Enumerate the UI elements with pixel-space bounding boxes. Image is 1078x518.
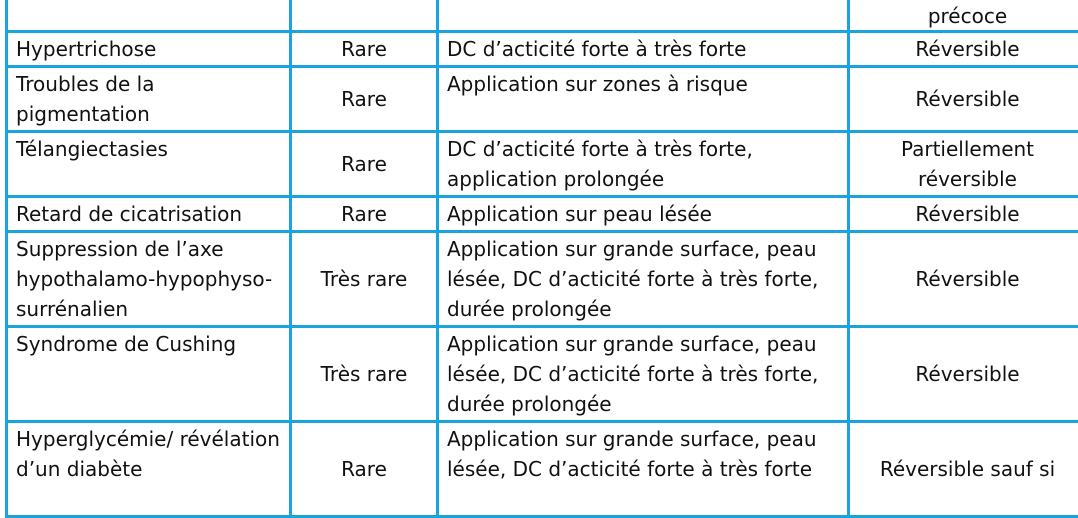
table-row [7,232,1078,327]
table-row [7,132,1078,197]
frequency-cell: Très rare [291,232,438,327]
factors-cell: DC d’acticité forte à très forte, application prolongée [438,132,849,197]
frequency-cell: Rare [291,422,438,517]
factors-cell: Application sur peau lésée [438,197,849,232]
evolution-cell: Réversible [849,327,1078,422]
frequency-cell [291,0,438,32]
factors-cell: Application sur zones à risque [438,67,849,132]
frequency-cell: Rare [291,132,438,197]
table-row [7,0,1078,32]
evolution-cell: Réversible sauf si [849,422,1078,517]
frequency-cell: Rare [291,32,438,67]
table-row [7,422,1078,517]
evolution-cell: Réversible [849,197,1078,232]
evolution-cell: Partiellement réversible [849,132,1078,197]
frequency-cell: Très rare [291,327,438,422]
effect-cell: Retard de cicatrisation [7,197,291,232]
evolution-cell: précoce [849,0,1078,32]
evolution-cell: Réversible [849,232,1078,327]
evolution-cell: Réversible [849,32,1078,67]
factors-cell [438,0,849,32]
factors-cell: DC d’acticité forte à très forte [438,32,849,67]
table-row [7,327,1078,422]
effect-cell [7,0,291,32]
table-row [7,197,1078,232]
factors-cell: Application sur grande surface, peau lésée, DC d’acticité forte à très forte, durée prolongée [438,327,849,422]
side-effects-table [5,0,1078,518]
effect-cell: Troubles de la pigmentation [7,67,291,132]
frequency-cell: Rare [291,197,438,232]
effect-cell: Hyperglycémie/ révélation d’un diabète [7,422,291,517]
evolution-cell: Réversible [849,67,1078,132]
factors-cell: Application sur grande surface, peau lésée, DC d’acticité forte à très forte [438,422,849,517]
table-row [7,67,1078,132]
table-row [7,32,1078,67]
effect-cell: Syndrome de Cushing [7,327,291,422]
frequency-cell: Rare [291,67,438,132]
effect-cell: Télangiectasies [7,132,291,197]
factors-cell: Application sur grande surface, peau lésée, DC d’acticité forte à très forte, durée prolongée [438,232,849,327]
effect-cell: Suppression de l’axe hypothalamo-hypophyso-surrénalien [7,232,291,327]
effect-cell: Hypertrichose [7,32,291,67]
